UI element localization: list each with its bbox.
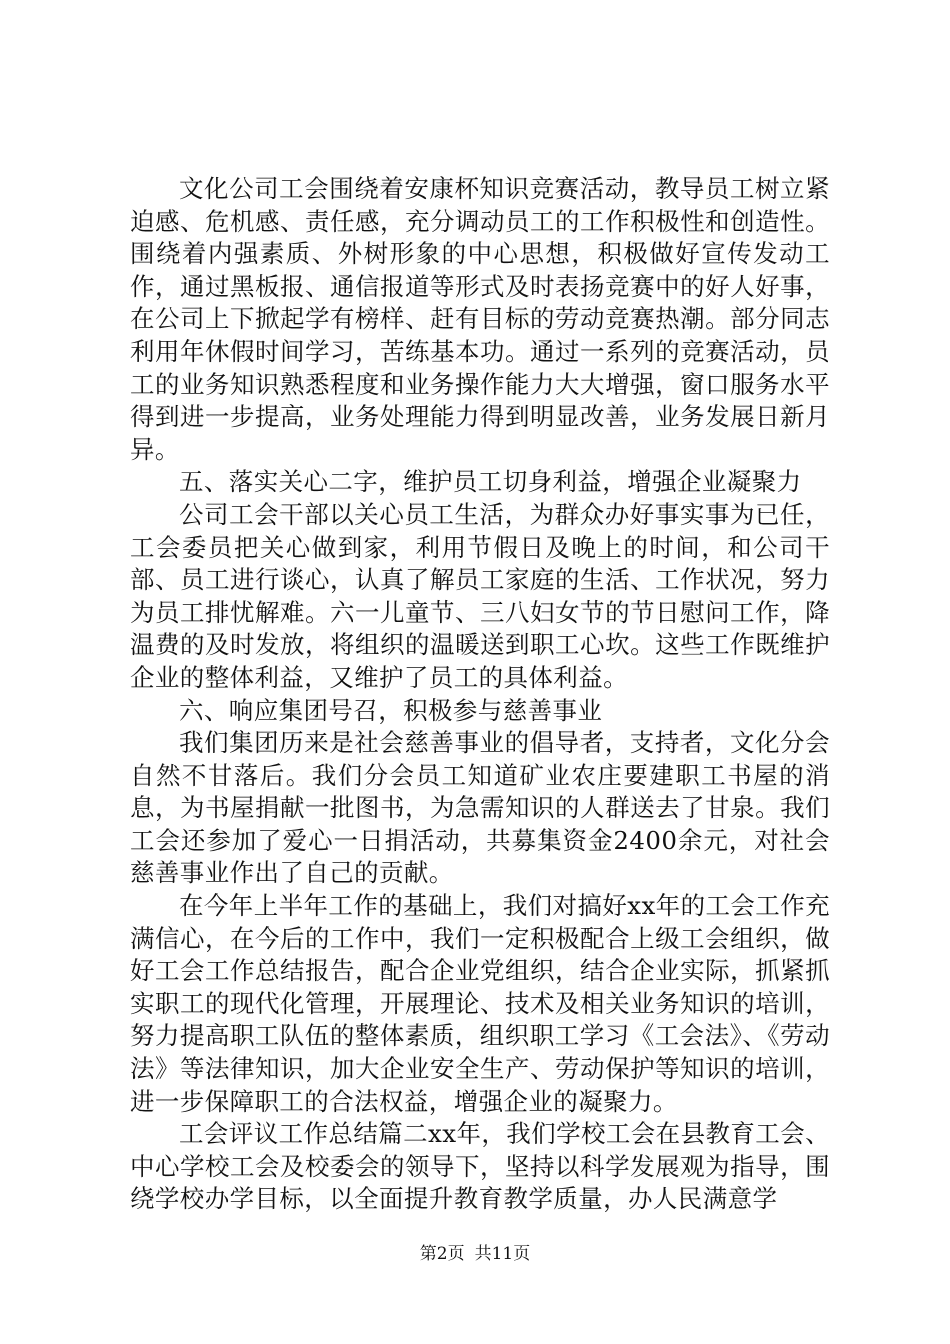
paragraph-care: 公司工会干部以关心员工生活，为群众办好事实事为已任，工会委员把关心做到家，利用节假日及晚上的时间，和公司干部、员工进行谈心，认真了解员工家庭的生活、工作状况，努力为员工排忧解难。六一儿童节、三八妇女节的节日慰问工作，降温费的及时发放，将组织的温暖送到职工心坎。这些工作既维护企业的整体利益，又维护了员工的具体利益。 bbox=[130, 499, 830, 692]
page-total: 共11页 bbox=[474, 1244, 531, 1264]
paragraph-competition: 文化公司工会围绕着安康杯知识竞赛活动，教导员工树立紧迫感、危机感、责任感，充分调动员工的工作积极性和创造性。围绕着内强素质、外树形象的中心思想，积极做好宣传发动工作，通过黑板报、通信报道等形式及时表扬竞赛中的好人好事，在公司上下掀起学有榜样、赶有目标的劳动竞赛热潮。部分同志利用年休假时间学习，苦练基本功。通过一系列的竞赛活动，员工的业务知识熟悉程度和业务操作能力大大增强，窗口服务水平得到进一步提高，业务处理能力得到明显改善，业务发展日新月异。 bbox=[130, 174, 830, 464]
paragraph-charity: 我们集团历来是社会慈善事业的倡导者，支持者，文化分会自然不甘落后。我们分会员工知道矿业农庄要建职工书屋的消息，为书屋捐献一批图书，为急需知识的人群送去了甘泉。我们工会还参加了爱心一日捐活动，共募集资金2400余元，对社会慈善事业作出了自己的贡献。 bbox=[130, 728, 830, 888]
paragraph-part-two: 工会评议工作总结篇二xx年，我们学校工会在县教育工会、中心学校工会及校委会的领导下，坚持以科学发展观为指导，围绕学校办学目标，以全面提升教育教学质量，办人民满意学 bbox=[130, 1119, 830, 1214]
page-footer bbox=[0, 1243, 950, 1265]
document-body bbox=[130, 173, 830, 1216]
section-heading-six: 六、响应集团号召，积极参与慈善事业 bbox=[179, 695, 603, 725]
page-number: 第2页 bbox=[419, 1244, 465, 1264]
section-heading-five: 五、落实关心二字，维护员工切身利益，增强企业凝聚力 bbox=[179, 467, 802, 497]
paragraph-outlook: 在今年上半年工作的基础上，我们对搞好xx年的工会工作充满信心，在今后的工作中，我们一定积极配合上级工会组织，做好工会工作总结报告，配合企业党组织，结合企业实际，抓紧抓实职工的现代化管理，开展理论、技术及相关业务知识的培训，努力提高职工队伍的整体素质，组织职工学习《工会法》、《劳动法》等法律知识，加大企业安全生产、劳动保护等知识的培训，进一步保障职工的合法权益，增强企业的凝聚力。 bbox=[130, 891, 830, 1116]
